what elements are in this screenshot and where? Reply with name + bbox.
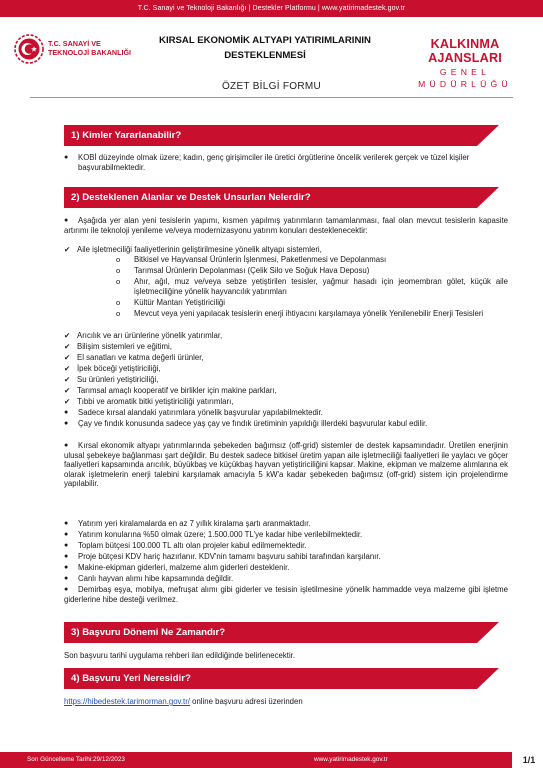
rule-livestock: Canlı hayvan alımı hibe kapsamında değildir.: [78, 574, 234, 583]
sub-item-renewable-energy: Mevcut veya yeni yapılacak tesislerin enerji ihtiyacını karşılamaya yönelik Yenilenebilir Enerji Tesisleri: [134, 309, 484, 318]
rule-grant-amount: Yatırım konularına %50 olmak üzere; 1.500.000 TL'ye kadar hibe verilebilmektedir.: [78, 530, 363, 539]
bullet-icon: ●: [64, 520, 69, 527]
check-icon: ✔: [64, 331, 71, 340]
section-header-3-tail: [477, 622, 499, 643]
bullet-icon: ●: [64, 442, 69, 449]
agency-logo: KALKINMA AJANSLARI GENEL MÜDÜRLÜĞÜ: [418, 37, 512, 89]
rule-min-budget: Toplam bütçesi 100.000 TL altı olan projeler kabul edilmemektedir.: [78, 541, 307, 550]
rule-machinery: Makine-ekipman giderleri, malzeme alım giderleri desteklenir.: [78, 563, 290, 572]
rule-fixtures: Demirbaş eşya, mobilya, mefruşat alımı gibi giderler ve tesisin işletilmesine yönelik hammadde veya malzeme gibi işletme giderlerine hibe desteği verilmez.: [64, 585, 508, 604]
supported-areas-intro: Aşağıda yer alan yeni tesislerin yapımı, kısmen yapılmış yatırımların tamamlanması, faal olan mevcut tesislerin kapasite artırımı ile teknoloji yenileme ve/veya modernizasyonu yatırım konuları desteklenecektir:: [64, 216, 508, 235]
sub-item-processing: Bitkisel ve Hayvansal Ürünlerin İşlenmesi, Paketlenmesi ve Depolanması: [134, 255, 387, 264]
ministry-name: T.C. SANAYİ VE TEKNOLOJİ BAKANLIĞI: [48, 39, 132, 57]
check-icon: ✔: [64, 353, 71, 362]
check-item: Arıcılık ve arı ürünlerine yönelik yatırımlar,: [77, 331, 223, 340]
application-location: [64, 697, 303, 707]
bullet-icon: ●: [64, 564, 69, 571]
section-header-3: 3) Başvuru Dönemi Ne Zamandır?: [64, 622, 477, 643]
footer-website: www.yatirimadestek.gov.tr: [314, 756, 388, 763]
application-url-suffix: online başvuru adresi üzerinden: [189, 697, 303, 706]
check-icon: ✔: [64, 375, 71, 384]
section-header-4: 4) Başvuru Yeri Neresidir?: [64, 668, 477, 689]
check-icon: ✔: [64, 342, 71, 351]
check-icon: ✔: [64, 397, 71, 406]
check-item: Su ürünleri yetiştiriciliği,: [77, 375, 159, 384]
sub-item-storage: Tarımsal Ürünlerin Depolanması (Çelik Silo ve Soğuk Hava Deposu): [134, 266, 370, 275]
check-item: Bilişim sistemleri ve eğitimi,: [77, 342, 172, 351]
circle-icon: o: [116, 255, 121, 264]
form-title: ÖZET BİLGİ FORMU: [221, 81, 322, 92]
rule-rental: Yatırım yeri kiralamalarda en az 7 yıllık kiralama şartı aranmaktadır.: [78, 519, 311, 528]
bullet-icon: ●: [64, 217, 69, 224]
check-item: Tıbbi ve aromatik bitki yetiştiriciliği yatırımları,: [77, 397, 234, 406]
bullet-icon: ●: [64, 586, 69, 593]
check-item: El sanatları ve katma değerli ürünler,: [77, 353, 204, 362]
check-item: Tarımsal amaçlı kooperatif ve birlikler için makine parkları,: [77, 386, 277, 395]
document-title: KIRSAL EKONOMİK ALTYAPI YATIRIMLARININ DESTEKLENMESİ: [159, 35, 371, 61]
circle-icon: o: [116, 277, 121, 286]
rule-rural-only: Sadece kırsal alandaki yatırımlara yönelik başvurular yapılabilmektedir.: [78, 408, 323, 417]
section-header-1: 1) Kimler Yararlanabilir?: [64, 125, 477, 146]
section-header-4-tail: [477, 668, 499, 689]
check-icon: ✔: [64, 386, 71, 395]
bullet-icon: ●: [64, 575, 69, 582]
eligibility-text: KOBİ düzeyinde olmak üzere; kadın, genç girişimciler ile üretici örgütlerine öncelik verilerek gerçek ve tüzel kişiler başvurabilmektedir.: [78, 153, 470, 172]
circle-icon: o: [116, 266, 121, 275]
section-header-1-tail: [477, 125, 499, 146]
rule-off-grid: Kırsal ekonomik altyapı yatırımlarında şebekeden bağımsız (off-grid) sistemler de destek kapsamındadır. Üretilen enerjinin ulusal şebekeye bağlanması şart değildir. Bu destek sadece bitkisel üretim yapan aile işletmeciliği faaliyetleri ile yaylacı ve göçer faaliyetleri kapsamında arıcılık, büyükbaş ve küçükbaş hayvan yetiştiriciliğini kapsar. Makine, ekipman ve malzeme alımlarına ek olarak işletmelerin enerji talebini karşılamak amacıyla 5 kW'a kadar şebekeden bağımsız (off-grid) sistem için projelendirme yapılabilir.: [64, 441, 508, 489]
page-number: 1/1: [522, 755, 536, 765]
last-updated: Son Güncelleme Tarihi:29/12/2023: [27, 756, 125, 763]
check-item-family-business: Aile işletmeciliği faaliyetlerinin geliştirilmesine yönelik altyapı sistemleri,: [77, 245, 322, 254]
top-bar: T.C. Sanayi ve Teknoloji Bakanlığı | Destekler Platformu | www.yatirimadestek.gov.tr: [0, 0, 543, 17]
sub-item-mushroom: Kültür Mantarı Yetiştiriciliği: [134, 298, 226, 307]
section-header-2: 2) Desteklenen Alanlar ve Destek Unsurları Nelerdir?: [64, 187, 477, 208]
sub-item-livestock: Ahır, ağıl, muz ve/veya sebze yetiştirilen tesisler, yağmur hasadı için jeomembran gölet, küçük aile işletmeciliğine yönelik hayvancılık yatırımları: [134, 277, 508, 296]
check-icon: ✔: [64, 364, 71, 373]
rule-tea-hazelnut: Çay ve fındık konusunda sadece yaş çay ve fındık üretiminin yapıldığı illerdeki başvurular kabul edilir.: [78, 419, 428, 428]
bullet-icon: ●: [64, 553, 69, 560]
application-url-link[interactable]: https://hibedestek.tarimorman.gov.tr/: [64, 697, 190, 706]
ministry-logo: [13, 33, 143, 67]
circle-icon: o: [116, 298, 121, 307]
bullet-icon: ●: [64, 531, 69, 538]
circle-icon: o: [116, 309, 121, 318]
form-title-divider: [30, 97, 513, 98]
check-icon: ✔: [64, 245, 71, 254]
footer-bar: [0, 752, 512, 768]
check-item: İpek böceği yetiştiriciliği,: [77, 364, 161, 373]
application-period-text: Son başvuru tarihi uygulama rehberi ilan edildiğinde belirlenecektir.: [64, 651, 296, 660]
bullet-icon: ●: [64, 420, 69, 427]
rule-vat: Proje bütçesi KDV hariç hazırlanır. KDV'nin tamamı başvuru sahibi tarafından karşılanır.: [78, 552, 381, 561]
bullet-icon: ●: [64, 542, 69, 549]
section-header-2-tail: [477, 187, 499, 208]
crescent-star-icon: [13, 33, 45, 65]
bullet-icon: ●: [64, 154, 69, 161]
bullet-icon: ●: [64, 409, 69, 416]
